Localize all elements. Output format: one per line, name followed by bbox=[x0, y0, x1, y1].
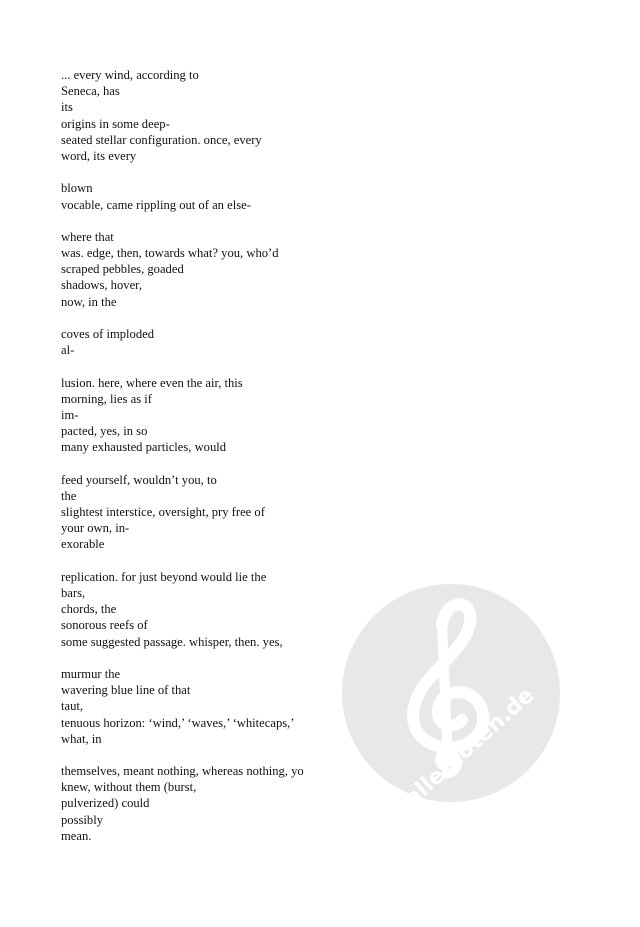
poem-line: murmur the bbox=[61, 666, 121, 681]
poem-line: seated stellar configuration. once, every bbox=[61, 132, 262, 147]
poem-line: wavering blue line of that bbox=[61, 683, 191, 698]
poem-line: knew, without them (burst, bbox=[61, 780, 197, 795]
poem-line: pacted, yes, in so bbox=[61, 424, 148, 439]
stanza-break bbox=[61, 213, 306, 229]
stanza-break bbox=[61, 650, 306, 666]
poem-line: your own, in- bbox=[61, 521, 130, 536]
poem-line: coves of imploded bbox=[61, 327, 155, 341]
watermark-graphic bbox=[342, 584, 560, 802]
poem-line: shadows, hover, bbox=[61, 278, 142, 293]
poem-line: exorable bbox=[61, 537, 105, 552]
stanza-break bbox=[61, 456, 306, 472]
stanza-break bbox=[61, 747, 306, 763]
poem-line: lusion. here, where even the air, this bbox=[61, 375, 243, 390]
poem-line: bars, bbox=[61, 586, 86, 600]
poem-line: sonorous reefs of bbox=[61, 618, 148, 633]
poem-line: word, its every bbox=[61, 148, 137, 163]
poem-text bbox=[61, 67, 306, 844]
poem-line: feed yourself, wouldn’t you, to bbox=[61, 472, 217, 487]
stanza-break bbox=[61, 310, 306, 326]
poem-line: taut, bbox=[61, 699, 84, 714]
watermark-text: alle-noten.de bbox=[400, 682, 540, 802]
poem-line: scraped pebbles, goaded bbox=[61, 262, 184, 277]
poem-line: pulverized) could bbox=[61, 796, 150, 811]
poem-line: origins in some deep- bbox=[61, 116, 170, 131]
poem-line: mean. bbox=[61, 828, 92, 843]
poem-line: now, in the bbox=[61, 294, 117, 309]
poem-line: tenuous horizon: ‘wind,’ ‘waves,’ ‘whitecaps,’ bbox=[61, 715, 295, 730]
stanza-break bbox=[61, 553, 306, 569]
poem-line: slightest interstice, oversight, pry free of bbox=[61, 505, 265, 520]
watermark bbox=[342, 584, 560, 802]
poem-line: where that bbox=[61, 229, 114, 244]
poem-line: Seneca, has bbox=[61, 84, 120, 99]
poem-line: al- bbox=[61, 343, 75, 358]
poem-line: was. edge, then, towards what? you, who’d bbox=[61, 246, 279, 261]
poem-line: morning, lies as if bbox=[61, 391, 152, 406]
stanza-break bbox=[61, 358, 306, 374]
poem-line: themselves, meant nothing, whereas nothing, yo bbox=[61, 764, 304, 779]
poem-line: blown bbox=[61, 181, 93, 196]
poem-line: chords, the bbox=[61, 602, 117, 617]
poem-line: replication. for just beyond would lie the bbox=[61, 569, 267, 584]
poem-line: ... every wind, according to bbox=[61, 68, 199, 82]
poem-line: im- bbox=[61, 407, 79, 422]
poem-line: its bbox=[61, 100, 73, 115]
poem-line: some suggested passage. whisper, then. yes, bbox=[61, 634, 283, 649]
poem-line: possibly bbox=[61, 812, 103, 827]
poem-line: what, in bbox=[61, 731, 102, 746]
poem-line: vocable, came rippling out of an else- bbox=[61, 197, 251, 212]
poem-line: many exhausted particles, would bbox=[61, 440, 227, 455]
poem-line: the bbox=[61, 488, 77, 503]
stanza-break bbox=[61, 164, 306, 180]
